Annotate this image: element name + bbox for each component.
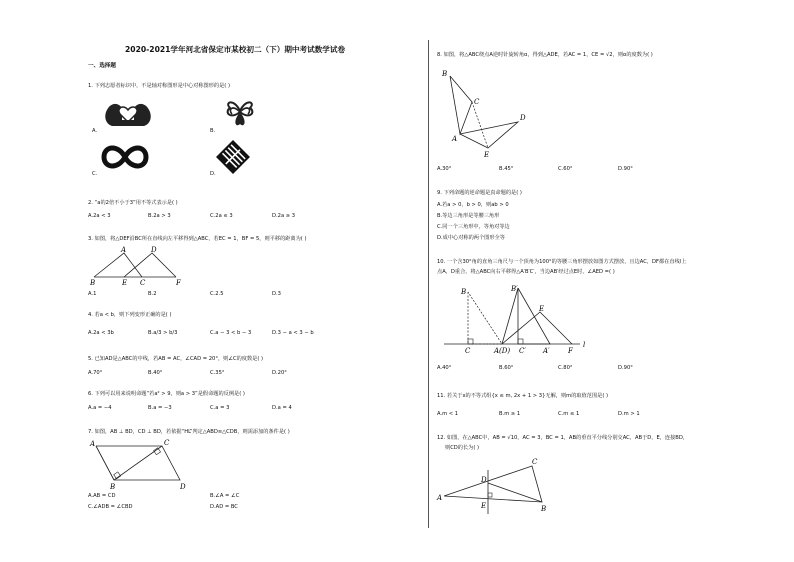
q7-option-a: A.AB = CD bbox=[88, 493, 116, 499]
q7-option-c: C.∠ADB = ∠CBD bbox=[88, 504, 133, 510]
q5-option-a: A.70° bbox=[88, 370, 103, 376]
q10-label-b: B bbox=[461, 288, 467, 296]
q2-option-b: B.2a > 3 bbox=[148, 213, 171, 219]
q2-stem: 2. “a的2倍不小于3”用不等式表示是( ) bbox=[88, 200, 178, 206]
q3-option-d: D.3 bbox=[272, 291, 281, 297]
q6-stem: 6. 下列可以用来说明命题“若a² > 9，则a > 3”是假命题的反例是( ) bbox=[88, 391, 245, 397]
q7-option-b: B.∠A = ∠C bbox=[210, 493, 240, 499]
q8-label-e: E bbox=[484, 151, 490, 159]
q10-label-ad: A(D) bbox=[494, 347, 511, 355]
q12-figure bbox=[436, 456, 556, 518]
q12-stem-cont: 则CD的长为( ) bbox=[445, 445, 480, 451]
section-heading: 一、选择题 bbox=[88, 63, 116, 69]
q8-option-a: A.30° bbox=[437, 166, 452, 172]
q1-option-c: C. bbox=[92, 171, 98, 177]
q1-option-d: D. bbox=[210, 171, 216, 177]
q3-label-e: E bbox=[122, 279, 128, 287]
q12-label-d: D bbox=[481, 476, 487, 484]
q8-label-b: B bbox=[442, 70, 448, 78]
q9-stem: 9. 下列命题的逆命题是真命题的是( ) bbox=[437, 190, 522, 196]
q10-stem-cont: 点A，D重合，将△ABC向右平移得△A′B′C′，当边AB′经过点E时，∠AED =( ) bbox=[437, 269, 615, 275]
q9-option-b: B.等边三角形是等腰三角形 bbox=[437, 213, 500, 219]
q10-label-b-prime: B′ bbox=[511, 285, 518, 293]
q2-option-c: C.2a ≤ 3 bbox=[210, 213, 233, 219]
q1-option-a: A. bbox=[92, 128, 98, 134]
q3-stem: 3. 如图，将△DEF沿BC所在直线向左平移得到△ABC，若EC = 1，BF = 5，则平移的距离为( ) bbox=[88, 236, 307, 242]
q6-option-b: B.a = −3 bbox=[148, 405, 172, 411]
q5-stem: 5. 已知AD是△ABC的中线，若AB = AC，∠CAD = 20°，则∠C的度数是( ) bbox=[88, 356, 264, 362]
q4-option-b: B.a/3 > b/3 bbox=[148, 330, 178, 336]
q5-option-c: C.35° bbox=[210, 370, 225, 376]
q3-option-a: A.1 bbox=[88, 291, 97, 297]
q7-label-a: A bbox=[90, 440, 96, 448]
q1-option-b: B. bbox=[210, 128, 216, 134]
q3-label-c: C bbox=[140, 279, 146, 287]
q3-figure bbox=[90, 248, 190, 288]
q4-option-c: C.a − 3 < b − 3 bbox=[210, 330, 252, 336]
q1-stem: 1. 下列志愿者标识中，不是轴对称图形是中心对称图形的是( ) bbox=[88, 83, 230, 89]
q5-option-b: B.40° bbox=[148, 370, 163, 376]
clover-heart-icon bbox=[222, 94, 258, 130]
q7-label-c: C bbox=[164, 439, 170, 447]
q2-option-d: D.2a ≥ 3 bbox=[272, 213, 296, 219]
paper-title: 2020-2021学年河北省保定市某校初二（下）期中考试数学试卷 bbox=[125, 45, 346, 54]
infinity-heart-icon bbox=[100, 142, 150, 172]
q10-label-e: E bbox=[539, 305, 545, 313]
hands-heart-icon bbox=[102, 98, 154, 130]
q10-option-a: A.40° bbox=[437, 365, 452, 371]
q7-label-b: B bbox=[110, 483, 116, 491]
q7-label-d: D bbox=[180, 483, 186, 491]
q10-label-c-prime: C′ bbox=[519, 347, 526, 355]
striped-square-icon bbox=[216, 140, 250, 174]
q12-label-e: E bbox=[481, 502, 487, 510]
q7-option-d: D.AD = BC bbox=[210, 504, 238, 510]
q9-option-c: C.同一个三角形中，等角对等边 bbox=[437, 224, 510, 230]
q4-option-a: A.2a < 3b bbox=[88, 330, 114, 336]
q6-option-a: A.a = −4 bbox=[88, 405, 112, 411]
q10-label-a-prime: A′ bbox=[543, 347, 550, 355]
q4-stem: 4. 若a < b，则下列变形正确的是( ) bbox=[88, 312, 172, 318]
q11-option-c: C.m ≤ 1 bbox=[558, 411, 580, 417]
q8-label-d: D bbox=[520, 114, 526, 122]
q7-figure bbox=[88, 440, 188, 490]
q8-label-a: A bbox=[452, 135, 458, 143]
q11-stem: 11. 若关于x的不等式组{x ≤ m, 2x + 1 > 3}无解，则m的取值范围是( ) bbox=[437, 393, 609, 399]
q8-option-b: B.45° bbox=[499, 166, 514, 172]
q9-option-a: A.若a > 0，b > 0，则ab > 0 bbox=[437, 202, 509, 208]
q8-stem: 8. 如图，将△ABC绕点A逆时针旋转角α，得到△ADE，若AC = 1，CE = √2，则α的度数为( ) bbox=[437, 52, 653, 58]
q4-option-d: D.3 − a < 3 − b bbox=[272, 330, 314, 336]
q12-label-b: B bbox=[541, 505, 547, 513]
q12-label-a: A bbox=[437, 494, 443, 502]
page-divider bbox=[428, 40, 429, 528]
q10-stem: 10. 一个含30°角的直角三角尺与一个顶角为100°的等腰三角形摆放如图方式摆放，且边AC，DF都在直线l上 bbox=[437, 259, 687, 265]
q6-option-d: D.a = 4 bbox=[272, 405, 292, 411]
q8-figure bbox=[440, 64, 540, 164]
q10-label-f: F bbox=[568, 347, 573, 355]
q3-label-b: B bbox=[90, 279, 96, 287]
q3-option-c: C.2.5 bbox=[210, 291, 224, 297]
q9-option-d: D.成中心对称的两个图形全等 bbox=[437, 235, 505, 241]
q2-option-a: A.2a < 3 bbox=[88, 213, 111, 219]
q11-option-d: D.m > 1 bbox=[618, 411, 640, 417]
q12-stem: 12. 如图，在△ABC中，AB = √10，AC = 3，BC = 1，AB的垂直平分线分别交AC，AB于D，E，连接BD， bbox=[437, 435, 689, 441]
q11-option-b: B.m ≥ 1 bbox=[499, 411, 521, 417]
q3-label-f: F bbox=[176, 279, 181, 287]
q10-option-c: C.80° bbox=[558, 365, 573, 371]
q3-option-b: B.2 bbox=[148, 291, 157, 297]
q3-label-d: D bbox=[151, 246, 157, 254]
q10-figure bbox=[440, 282, 600, 358]
q8-option-c: C.60° bbox=[558, 166, 573, 172]
q11-option-a: A.m < 1 bbox=[437, 411, 459, 417]
q8-label-c: C bbox=[474, 98, 480, 106]
q6-option-c: C.a = 3 bbox=[210, 405, 230, 411]
q10-label-l: l bbox=[583, 341, 586, 349]
q7-stem: 7. 如图，AB ⊥ BD，CD ⊥ BD，若依据“HL”判定△ABD≌△CDB，则需添加的条件是( ) bbox=[88, 429, 290, 435]
q10-option-b: B.60° bbox=[499, 365, 514, 371]
q10-label-c: C bbox=[465, 347, 471, 355]
q8-option-d: D.90° bbox=[618, 166, 633, 172]
q5-option-d: D.20° bbox=[272, 370, 287, 376]
q10-option-d: D.90° bbox=[618, 365, 633, 371]
q3-label-a: A bbox=[121, 246, 127, 254]
q12-label-c: C bbox=[532, 458, 538, 466]
